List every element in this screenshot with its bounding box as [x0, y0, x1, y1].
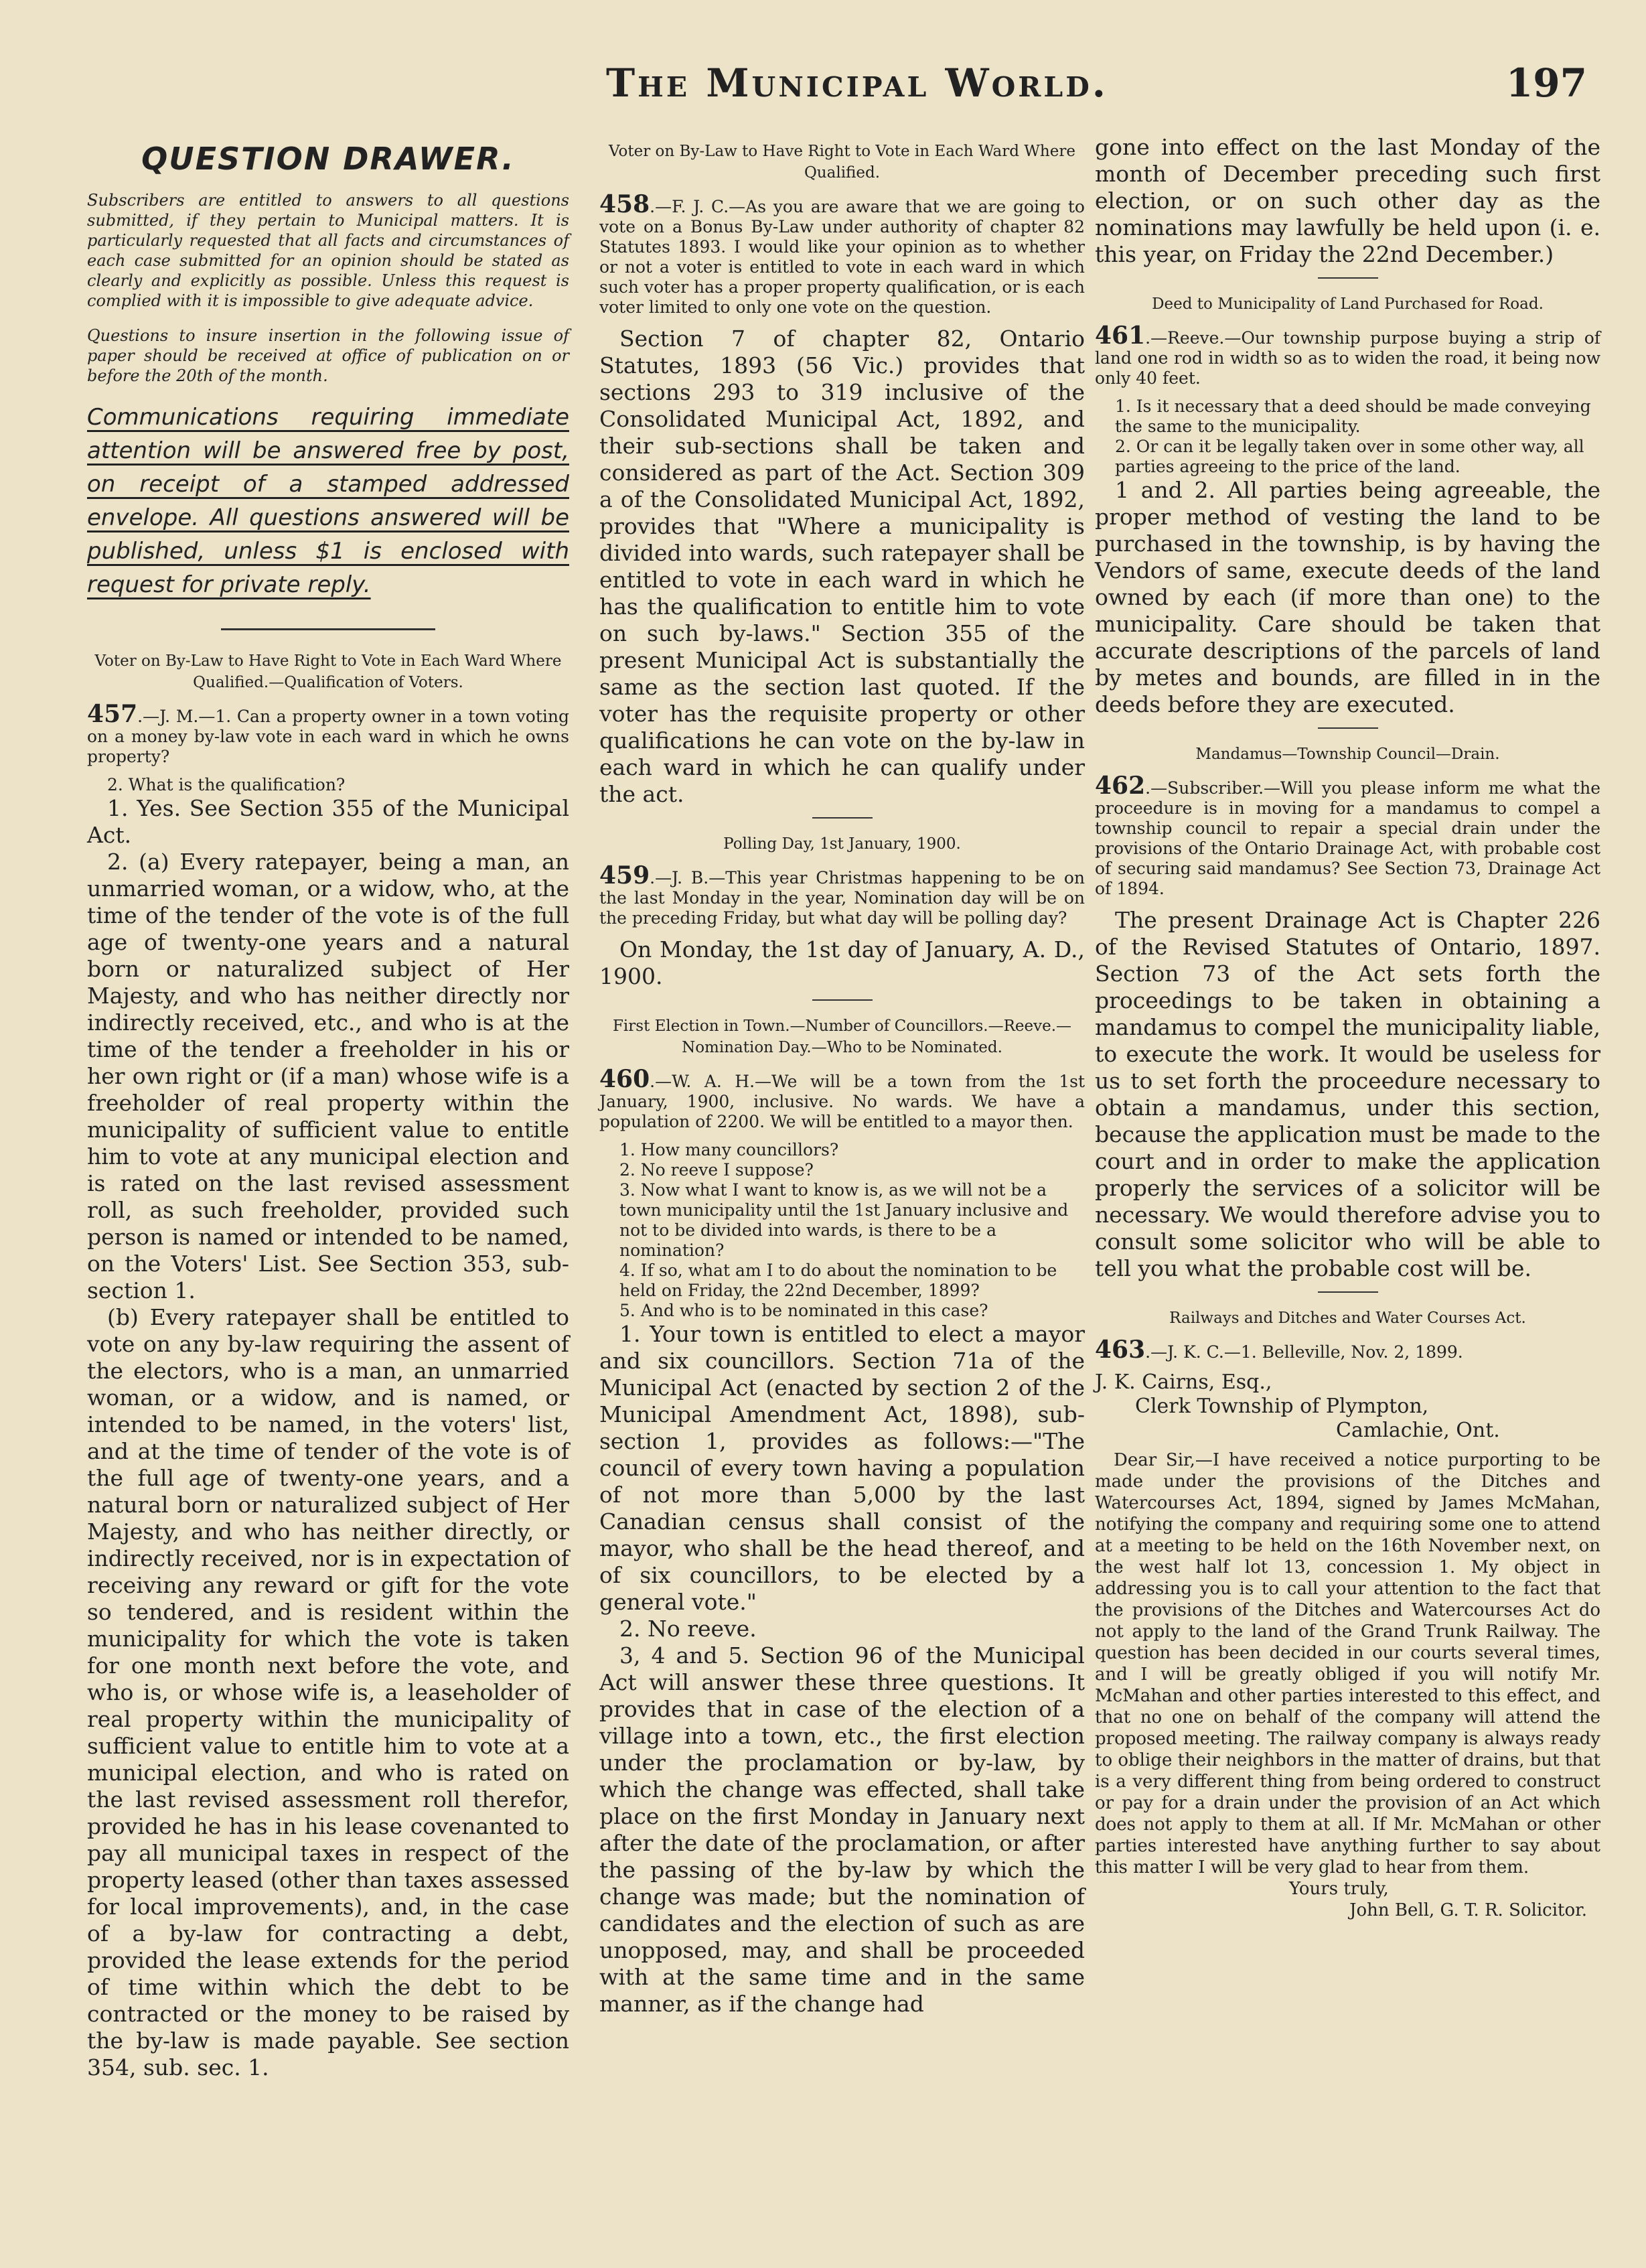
answer-paragraph: (b) Every ratepayer shall be entitled to vote on any by-law requiring the assent of the electors, who is a man, an unmarried woman, or a widow, and is named, or intended to be named, in the voters' list, and at the time of tender of the vote is of the full age of twenty-one years, and a natural born or naturalized subject of Her Majesty, and who has neither directly, or indirectly received, nor is in expectation of receiving any reward or gift for the vote so tendered, and is resident within the municipality for which the vote is taken for one month next before the vote, and who is, or whose wife is, a leaseholder of real property within the municipality of sufficient value to entitle him to vote at a municipal election, and who is rated on the last revised assessment roll therefor, provided he has in his lease covenanted to pay all municipal taxes in respect of the property leased (other than taxes assessed for local improvements), and, in the case of a by-law for contracting a debt, provided the lease extends for the period of time within which the debt to be contracted or the money to be raised by the by-law is made payable. See section 354, sub. sec. 1.	[87, 1304, 569, 2080]
question-460	[599, 1065, 1085, 1132]
divider	[1318, 727, 1378, 729]
answer-paragraph: On Monday, the 1st day of January, A. D., 1900.	[599, 936, 1085, 989]
question-heading: Polling Day, 1st January, 1900.	[723, 835, 961, 853]
question-text: .—F. J. C.—As you are aware that we are going to vote on a Bonus By-Law under authority of chapter 82 Statutes 1893. I would like your opinion as to whether or not a voter is entitled to vote in each ward in which such voter has a proper property qualification, or is each voter limited to only one vote on the question.	[599, 197, 1085, 317]
masthead-title: The Municipal World.	[606, 60, 1108, 106]
question-number: 461	[1095, 322, 1146, 350]
answer-paragraph: 1. Yes. See Section 355 of the Municipal Act.	[87, 795, 569, 848]
question-text: .—J. M.—1. Can a property owner in a town voting on a money by-law vote in each ward in which he owns property?	[87, 707, 569, 766]
letter-address: Camlachie, Ont.	[1336, 1419, 1500, 1442]
question-heading: Mandamus—Township Council—Drain.	[1195, 746, 1500, 763]
intro-paragraph: Subscribers are entitled to answers to all questions submitted, if they pertain to Municipal matters. It is particularly requested that all facts and circumstances of each case submitted for an opinion should be stated as clearly and explicitly as possible. Unless this request is complied with it is impossible to give adequate advice.	[87, 191, 569, 310]
answer-paragraph: The present Drainage Act is Chapter 226 of the Revised Statutes of Ontario, 1897. Section 73 of the Act sets forth the proceedings to be taken in obtaining a mandamus to compel the municipality liable, to execute the work. It would be useless for us to set forth the proceedure necessary to obtain a mandamus, under this section, because the application must be made to the court and in order to make the application properly the services of a solicitor will be necessary. We would therefore advise you to consult some solicitor who will be able to tell you what the probable cost will be.	[1095, 907, 1600, 1281]
answer-paragraph: gone into effect on the last Monday of the month of December preceding such first election, or on such other day as the nominations may lawfully be held upon (i. e. this year, on Friday the 22nd December.)	[1095, 134, 1600, 267]
question-461	[1095, 322, 1600, 388]
question-text: .—J. B.—This year Christmas happening to be on the last Monday in the year, Nomination day will be on the preceding Friday, but what day will be polling day?	[599, 868, 1085, 928]
question-463	[1095, 1336, 1600, 1364]
answer-paragraph: 1. Your town is entitled to elect a mayor and six councillors. Section 71a of the Municipal Act (enacted by section 2 of the Municipal Amendment Act, 1898), sub-section 1, provides as follows:—"The council of every town having a population of not more than 5,000 by the last Canadian census shall consist of the mayor, who shall be the head thereof, and of six councillors, to be elected by a general vote."	[599, 1321, 1085, 1615]
divider	[1318, 277, 1378, 279]
column-2	[599, 134, 1085, 2017]
page-number: 197	[1505, 60, 1587, 106]
divider	[221, 628, 435, 630]
question-heading: Voter on By-Law to Have Right to Vote in Each Ward Where Qualified.	[609, 143, 1075, 182]
question-line: 4. If so, what am I to do about the nomination to be held on Friday, the 22nd December, 1899?	[619, 1261, 1057, 1300]
divider	[812, 817, 873, 819]
page-header	[100, 60, 1614, 121]
column-3	[1095, 134, 1600, 1921]
question-number: 458	[599, 190, 650, 218]
reply-notice: Communications requiring immediate attention will be answered free by post, on receipt of a stamped addressed envelope. All questions answered will be published, unless $1 is enclosed with request for private reply.	[87, 404, 569, 598]
section-title: QUESTION DRAWER.	[141, 141, 515, 177]
divider	[812, 999, 873, 1001]
answer-paragraph: 3, 4 and 5. Section 96 of the Municipal Act will answer these three questions. It provides that in case of the election of a village into a town, etc., the first election under the proclamation or by-law, by which the change was effected, shall take place on the first Monday in January next after the date of the proclamation, or after the passing of the by-law by which the change was made; but the nomination of candidates and the election of such as are unopposed, may, and shall be proceeded with at the same time and in the same manner, as if the change had	[599, 1642, 1085, 2017]
letter-body: Dear Sir,—I have received a notice purporting to be made under the provisions of the Ditches and Watercourses Act, 1894, signed by James McMahan, notifying the company and requiring some one to attend at a meeting to be held on the 16th November next, on the west half lot 13, concession 1. My object in addressing you is to call your attention to the fact that the provisions of the Ditches and Watercourses Act do not apply to the land of the Grand Trunk Railway. The question has been decided in our courts several times, and I will be greatly obliged if you will notify Mr. McMahan and other parties interested to this effect, and that no one on behalf of the company will attend the proposed meeting. The railway company is always ready to oblige their neighbors in the matter of drains, but that is a very different thing from being ordered to construct or pay for a drain under the provision of an Act which does not apply to them at all. If Mr. McMahan or other parties interested have anything further to say about this matter I will be very glad to hear from them.	[1095, 1450, 1600, 1877]
question-line: 2. No reeve I suppose?	[619, 1160, 814, 1180]
question-line: 1. Is it necessary that a deed should be made conveying the same to the municipality.	[1115, 397, 1591, 436]
letter-address: Clerk Township of Plympton,	[1135, 1395, 1429, 1418]
question-number: 459	[599, 861, 650, 890]
letter-address: J. K. Cairns, Esq.,	[1095, 1370, 1272, 1394]
question-457	[87, 700, 569, 767]
column-1	[87, 134, 569, 2081]
question-line: 5. And who is to be nominated in this case?	[619, 1301, 988, 1320]
question-459	[599, 861, 1085, 928]
divider	[1318, 1291, 1378, 1293]
answer-paragraph: 2. No reeve.	[619, 1616, 757, 1642]
question-text: .—Subscriber.—Will you please inform me what the proceedure is in moving for a mandamus to compel a township council to repair a special drain under the provisions of the Ontario Drainage Act, with probable cost of securing said mandamus? See Section 73, Drainage Act of 1894.	[1095, 778, 1600, 898]
intro-deadline: Questions to insure insertion in the following issue of paper should be received at office of publication on or before the 20th of the month.	[87, 326, 569, 385]
question-462	[1095, 772, 1600, 899]
question-text: .—Reeve.—Our township purpose buying a strip of land one rod in width so as to widen the road, it being now only 40 feet.	[1095, 328, 1600, 388]
question-text: .—W. A. H.—We will be a town from the 1st January, 1900, inclusive. No wards. We have a population of 2200. We will be entitled to a mayor then.	[599, 1072, 1085, 1131]
letter-closing: Yours truly,	[1289, 1879, 1389, 1899]
question-line: 1. How many councillors?	[619, 1140, 839, 1159]
answer-paragraph: 1 and 2. All parties being agreeable, the proper method of vesting the land to be purchased in the township, is by having the Vendors of same, execute deeds of the land owned by each (if more than one) to the municipality. Care should be taken that accurate descriptions of the parcels of land by metes and bounds, are filled in in the deeds before they are executed.	[1095, 477, 1600, 717]
letter-signature: John Bell, G. T. R. Solicitor.	[1349, 1900, 1587, 1920]
question-heading: Railways and Ditches and Water Courses Act.	[1169, 1309, 1526, 1327]
question-number: 457	[87, 700, 138, 728]
answer-paragraph: Section 7 of chapter 82, Ontario Statutes, 1893 (56 Vic.) provides that sections 293 to 319 inclusive of the Consolidated Municipal Act, 1892, and their sub-sections shall be taken and considered as part of the Act. Section 309 a of the Consolidated Municipal Act, 1892, provides that "Where a municipality is divided into wards, such ratepayer shall be entitled to vote in each ward in which he has the qualification to entitle him to vote on such by-laws." Section 355 of the present Municipal Act is substantially the same as the section last quoted. If the voter has the requisite property or other qualifications he can vote on the by-law in each ward in which he can qualify under the act.	[599, 326, 1085, 807]
question-number: 460	[599, 1065, 650, 1093]
question-line: 2. What is the qualification?	[107, 775, 346, 794]
question-line: 3. Now what I want to know is, as we will not be a town municipality until the 1st January inclusive and not to be divided into wards, is there to be a nomination?	[619, 1180, 1069, 1260]
question-number: 463	[1095, 1336, 1146, 1364]
question-458	[599, 190, 1085, 317]
question-heading: Voter on By-Law to Have Right to Vote in Each Ward Where Qualified.—Qualification of Voters.	[94, 652, 562, 691]
question-heading: Deed to Municipality of Land Purchased for Road.	[1152, 295, 1544, 313]
question-number: 462	[1095, 772, 1146, 800]
question-text: .—J. K. C.—1. Belleville, Nov. 2, 1899.	[1145, 1342, 1463, 1362]
answer-paragraph: 2. (a) Every ratepayer, being a man, an unmarried woman, or a widow, who, at the time of the tender of the vote is of the full age of twenty-one years and a natural born or naturalized subject of Her Majesty, and who has neither directly nor indirectly received, etc., and who is at the time of the tender a freeholder in his or her own right or (if a man) whose wife is a freeholder of real property within the municipality of sufficient value to entitle him to vote at any municipal election and is rated on the last revised assessment roll, as such freeholder, provided such person is named or intended to be named, on the Voters' List. See Section 353, sub-section 1.	[87, 849, 569, 1303]
question-heading: First Election in Town.—Number of Councillors.—Reeve.—Nomination Day.—Who to be Nominated.	[612, 1017, 1072, 1056]
question-line: 2. Or can it be legally taken over in some other way, all parties agreeing to the price of the land.	[1115, 437, 1584, 476]
